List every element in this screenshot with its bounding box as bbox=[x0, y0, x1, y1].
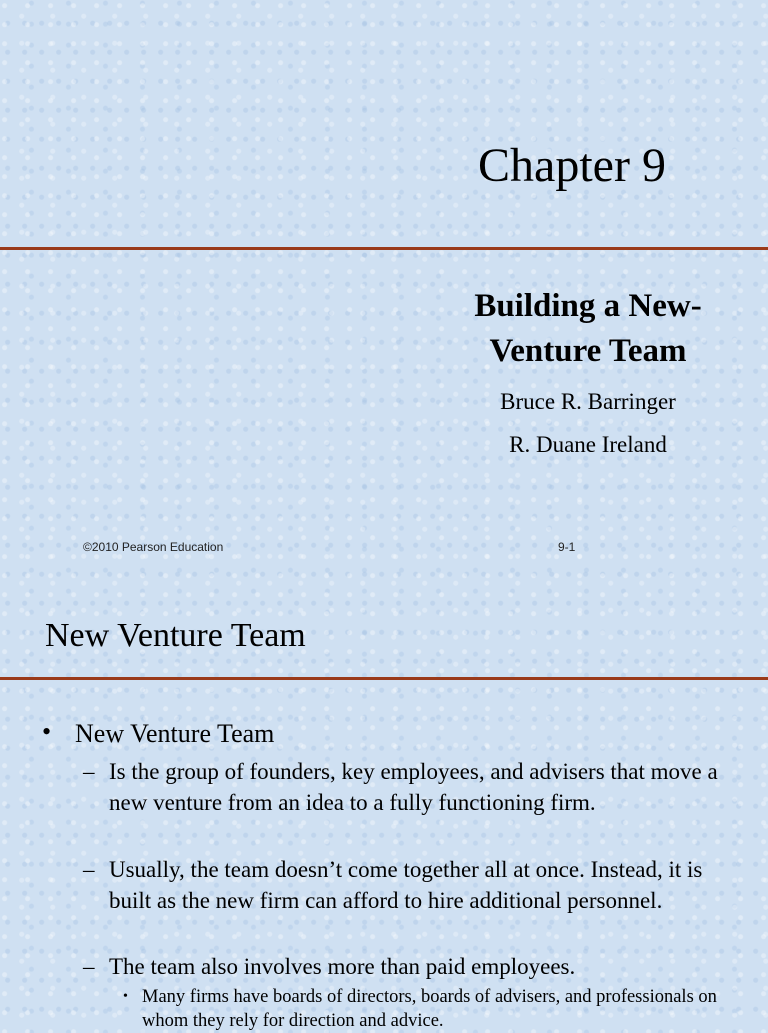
chapter-heading: Chapter 9 bbox=[478, 139, 666, 192]
sub-bullet-text: Usually, the team doesn’t come together all at once. Instead, it is built as the new firm can afford to hire additional personnel. bbox=[109, 857, 703, 913]
subtitle-line-1: Building a New- bbox=[474, 288, 702, 324]
sub-bullet-text: The team also involves more than paid employees. bbox=[109, 954, 576, 979]
slide-subtitle bbox=[440, 284, 736, 374]
dash-icon: – bbox=[83, 857, 95, 882]
page-number: 9-1 bbox=[558, 540, 576, 554]
sub-bullet-text: Is the group of founders, key employees, and advisers that move a new venture from an idea to a fully functioning firm. bbox=[109, 759, 718, 815]
dash-icon: – bbox=[83, 954, 95, 979]
subtitle-line-2: Venture Team bbox=[489, 333, 687, 369]
copyright-notice: ©2010 Pearson Education bbox=[83, 540, 224, 554]
slide-title: New Venture Team bbox=[45, 617, 306, 654]
bullet-text: New Venture Team bbox=[75, 719, 275, 748]
content-slide bbox=[0, 576, 768, 1031]
bullet-icon: • bbox=[123, 989, 128, 1004]
sub-bullet-item bbox=[83, 757, 723, 818]
sub-sub-bullet-text: Many firms have boards of directors, boards of advisers, and professionals on whom they rely for direction and advice. bbox=[142, 987, 717, 1031]
author-name: Bruce R. Barringer bbox=[500, 389, 676, 414]
bullet-icon: • bbox=[42, 717, 52, 746]
divider-rule bbox=[0, 677, 768, 680]
author-name: R. Duane Ireland bbox=[509, 432, 667, 457]
sub-bullet-item bbox=[83, 952, 723, 983]
sub-sub-bullet-item bbox=[123, 985, 723, 1033]
sub-bullet-item bbox=[83, 855, 723, 916]
divider-rule bbox=[0, 247, 768, 250]
dash-icon: – bbox=[83, 759, 95, 784]
